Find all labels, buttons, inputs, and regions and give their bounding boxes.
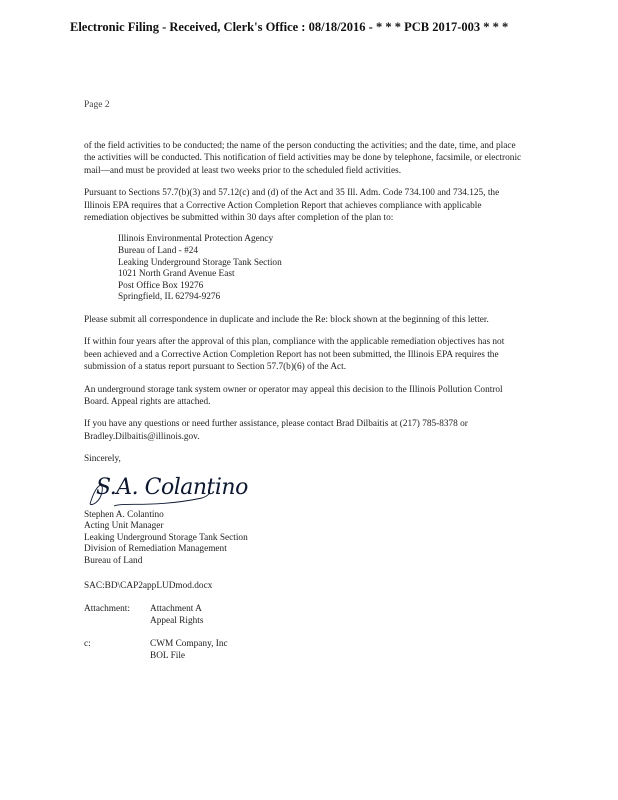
- signature-text: S.A. Colantino: [96, 474, 248, 500]
- address-line: Post Office Box 19276: [118, 280, 204, 291]
- signer-block: [84, 510, 522, 568]
- cc-label: c:: [84, 639, 91, 650]
- mailing-address: [118, 234, 522, 304]
- address-line: Illinois Environmental Protection Agency: [118, 234, 274, 245]
- signer-title: Acting Unit Manager: [84, 521, 164, 532]
- closing: Sincerely,: [84, 454, 121, 465]
- signer-division: Division of Remediation Management: [84, 544, 227, 555]
- address-line: Springfield, IL 62794-9276: [118, 292, 221, 303]
- cc-item: BOL File: [150, 650, 186, 661]
- attachment-item: Attachment A: [150, 604, 202, 615]
- paragraph-completion-report: Pursuant to Sections 57.7(b)(3) and 57.12(c) and (d) of the Act and 35 Ill. Adm. Code 734.100 and 734.125, the Illinois EPA requires that a Corrective Action Completion Report that achieves compliance with applicable remediation objectives be submitted within 30 days after completion of the plan to:: [84, 188, 500, 224]
- paragraph-field-activities: of the field activities to be conducted; the name of the person conducting the activities; and the date, time, and place the activities will be conducted. This notification of field activities may be done by telephone, facsimile, or electronic mail—and must be provided at least two weeks prior to the scheduled field activities.: [84, 141, 522, 176]
- address-line: 1021 North Grand Avenue East: [118, 269, 235, 280]
- handwritten-signature: [84, 476, 522, 510]
- file-reference: SAC:BD\CAP2appLUDmod.docx: [84, 580, 213, 591]
- paragraph-appeal: An underground storage tank system owner or operator may appeal this decision to the Illinois Pollution Control Board. Appeal rights are attached.: [84, 384, 503, 408]
- paragraph-submit-duplicate: Please submit all correspondence in duplicate and include the Re: block shown at the beginning of this letter.: [84, 315, 489, 325]
- filing-stamp-header: Electronic Filing - Received, Clerk's Office : 08/18/2016 - * * * PCB 2017-003 * * *: [70, 20, 509, 34]
- attachment-item: Appeal Rights: [150, 615, 204, 626]
- attachment-block: [84, 604, 522, 627]
- paragraph-contact: If you have any questions or need further assistance, please contact Brad Dilbaitis at (217) 785-8378 or Bradley.Dilbaitis@illinois.gov.: [84, 419, 468, 442]
- cc-item: CWM Company, Inc: [150, 639, 228, 650]
- signer-bureau: Bureau of Land: [84, 556, 143, 567]
- address-line: Bureau of Land - #24: [118, 246, 199, 257]
- paragraph-status-report: If within four years after the approval of this plan, compliance with the applicable remediation objectives has not been achieved and a Corrective Action Completion Report has not been submitted, the Illinois EPA requires the submission of a status report pursuant to Section 57.7(b)(6) of the Act.: [84, 337, 505, 373]
- address-line: Leaking Underground Storage Tank Section: [118, 257, 282, 268]
- letter-body: [84, 140, 522, 674]
- page-number: Page 2: [84, 100, 110, 110]
- signer-name: Stephen A. Colantino: [84, 509, 164, 520]
- cc-block: [84, 639, 522, 662]
- signer-section: Leaking Underground Storage Tank Section: [84, 532, 248, 543]
- attachment-label: Attachment:: [84, 604, 130, 615]
